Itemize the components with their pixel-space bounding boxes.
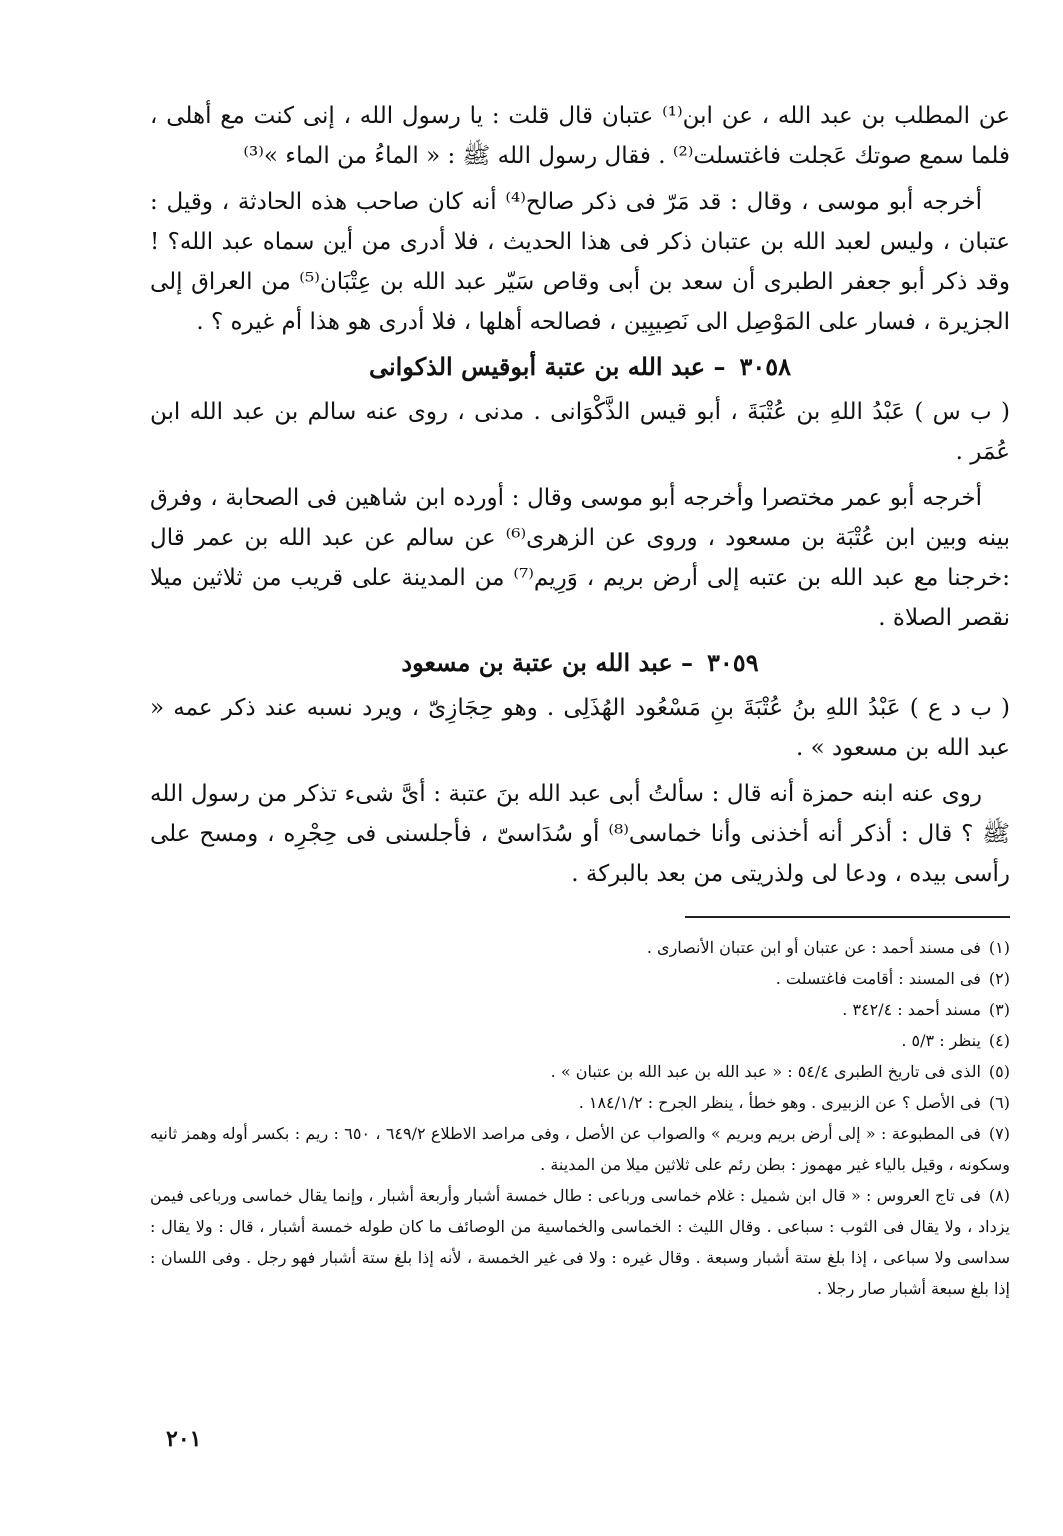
footnote-number: (٢) bbox=[988, 969, 1010, 988]
section-heading-3059 bbox=[150, 644, 1010, 682]
footnote-number: (١) bbox=[988, 938, 1010, 957]
paragraph-commentary: أخرجه أبو عمر مختصرا وأخرجه أبو موسى وقال : أورده ابن شاهين فى الصحابة ، وفرق بينه وبين ابن عُتْبَة بن مسعود ، وروى عن الزهرى⁽⁶⁾ عن سالم عن عبد الله بن عمر قال :خرجنا مع عبد الله بن عتبه إلى أرض بريم ، وَرِيم⁽⁷⁾ من المدينة على قريب من ثلاثين ميلا نقصر الصلاة . bbox=[150, 485, 1011, 631]
footnote-item bbox=[150, 963, 1010, 994]
footnote-number: (٦) bbox=[988, 1093, 1010, 1112]
footnote-text: فى مسند أحمد : عن عتبان أو ابن عتبان الأنصارى . bbox=[646, 938, 981, 957]
footnote-item bbox=[150, 1180, 1010, 1304]
section-heading-3058 bbox=[150, 348, 1010, 386]
page-body bbox=[150, 96, 1010, 1304]
footnote-item bbox=[150, 932, 1010, 963]
footnote-text: فى الأصل ؟ عن الزبيرى . وهو خطأ ، ينظر الجرح : ١٨٤/١/٢ . bbox=[578, 1093, 981, 1112]
footnote-item bbox=[150, 1056, 1010, 1087]
footnote-item bbox=[150, 994, 1010, 1025]
footnote-divider bbox=[685, 916, 1010, 918]
paragraph-commentary: أخرجه أبو موسى ، وقال : قد مَرّ فى ذكر صالح⁽⁴⁾ أنه كان صاحب هذه الحادثة ، وقيل : عتبان ، وليس لعبد الله بن عتبان ذكر فى هذا الحديث ، فلا أدرى من أين سماه عبد الله؟ ! وقد ذكر أبو جعفر الطبرى أن سعد بن أبى وقاص سَيّر عبد الله بن عِتْبَان⁽⁵⁾ من العراق إلى الجزيرة ، فسار على المَوْصِل الى نَصِيبِين ، فصالحه أهلها ، فلا أدرى هو هذا أم غيره ؟ . bbox=[150, 189, 1010, 335]
footnote-number: (٧) bbox=[988, 1124, 1011, 1143]
section-title: – عبد الله بن عتبة أبوقيس الذكوانى bbox=[368, 352, 726, 381]
footnote-number: (٤) bbox=[988, 1031, 1010, 1050]
footnotes-list bbox=[150, 932, 1010, 1304]
section-title: – عبد الله بن عتبة بن مسعود bbox=[401, 648, 694, 677]
paragraph-entry: ( ب س ) عَبْدُ اللهِ بن عُتْبَةَ ، أبو قيس الذَّكْوَانى . مدنى ، روى عنه سالم بن عبد الله ابن عُمَر . bbox=[150, 399, 1010, 465]
footnote-number: (٥) bbox=[988, 1062, 1010, 1081]
footnote-number: (٨) bbox=[988, 1186, 1010, 1205]
footnote-text: ينظر : ٥/٣ . bbox=[901, 1031, 981, 1050]
footnote-text: مسند أحمد : ٣٤٢/٤ . bbox=[842, 1000, 981, 1019]
footnote-text: فى المطبوعة : « إلى أرض بريم وبريم » والصواب عن الأصل ، وفى مراصد الاطلاع ٦٤٩/٢ ، ٦٥٠ : ريم : بكسر أوله وهمز ثانيه وسكونه ، وقيل بالياء غير مهموز : بطن رئم على ثلاثين ميلا من المدينة . bbox=[150, 1124, 1010, 1174]
footnote-text: الذى فى تاريخ الطبرى ٥٤/٤ : « عبد الله بن عبد الله بن عتبان » . bbox=[550, 1062, 981, 1081]
paragraph-entry: ( ب د ع ) عَبْدُ اللهِ بنُ عُتْبَةَ بنِ مَسْعُود الهُذَلِى . وهو حِجَازِىّ ، ويرد نسبه عند ذكر عمه « عبد الله بن مسعود » . bbox=[150, 695, 1010, 761]
footnote-item bbox=[150, 1025, 1010, 1056]
footnote-item bbox=[150, 1087, 1010, 1118]
page-number: ٢٠١ bbox=[166, 1426, 202, 1452]
footnote-text: فى تاج العروس : « قال ابن شميل : غلام خماسى ورباعى : طال خمسة أشبار وأربعة أشبار ، وإنما يقال خماسى ورباعى فيمن يزداد ، ولا يقال فى الثوب : سباعى . وقال الليث : الخماسى والخماسية من الوصائف ما كان طوله خمسة أشبار ، قال : ولا يقال : سداسى ولا سباعى ، إذا بلغ ستة أشبار وسبعة . وقال غيره : ولا فى غير الخمسة ، لأنه إذا بلغ ستة أشبار فهو رجل . وفى اللسان : إذا بلغ سبعة أشبار صار رجلا . bbox=[150, 1186, 1010, 1298]
paragraph-hadith-opening: عن المطلب بن عبد الله ، عن ابن⁽¹⁾ عتبان قال قلت : يا رسول الله ، إنى كنت مع أهلى ، فلما سمع صوتك عَجلت فاغتسلت⁽²⁾ . فقال رسول الله ﷺ : « الماءُ من الماء »⁽³⁾ bbox=[150, 103, 1010, 169]
section-number: ٣٠٥٩ bbox=[707, 648, 759, 677]
footnote-number: (٣) bbox=[988, 1000, 1010, 1019]
footnote-item bbox=[150, 1118, 1010, 1180]
footnote-text: فى المسند : أقامت فاغتسلت . bbox=[775, 969, 981, 988]
paragraph-narration: روى عنه ابنه حمزة أنه قال : سألتُ أبى عبد الله بنَ عتبة : أىَّ شىء تذكر من رسول الله ﷺ ؟ قال : أذكر أنه أخذنى وأنا خماسى⁽⁸⁾ أو سُدَاسىّ ، فأجلسنى فى حِجْرِه ، ومسح على رأسى بيده ، ودعا لى ولذريتى من بعد بالبركة . bbox=[150, 781, 1011, 887]
section-number: ٣٠٥٨ bbox=[739, 352, 792, 381]
